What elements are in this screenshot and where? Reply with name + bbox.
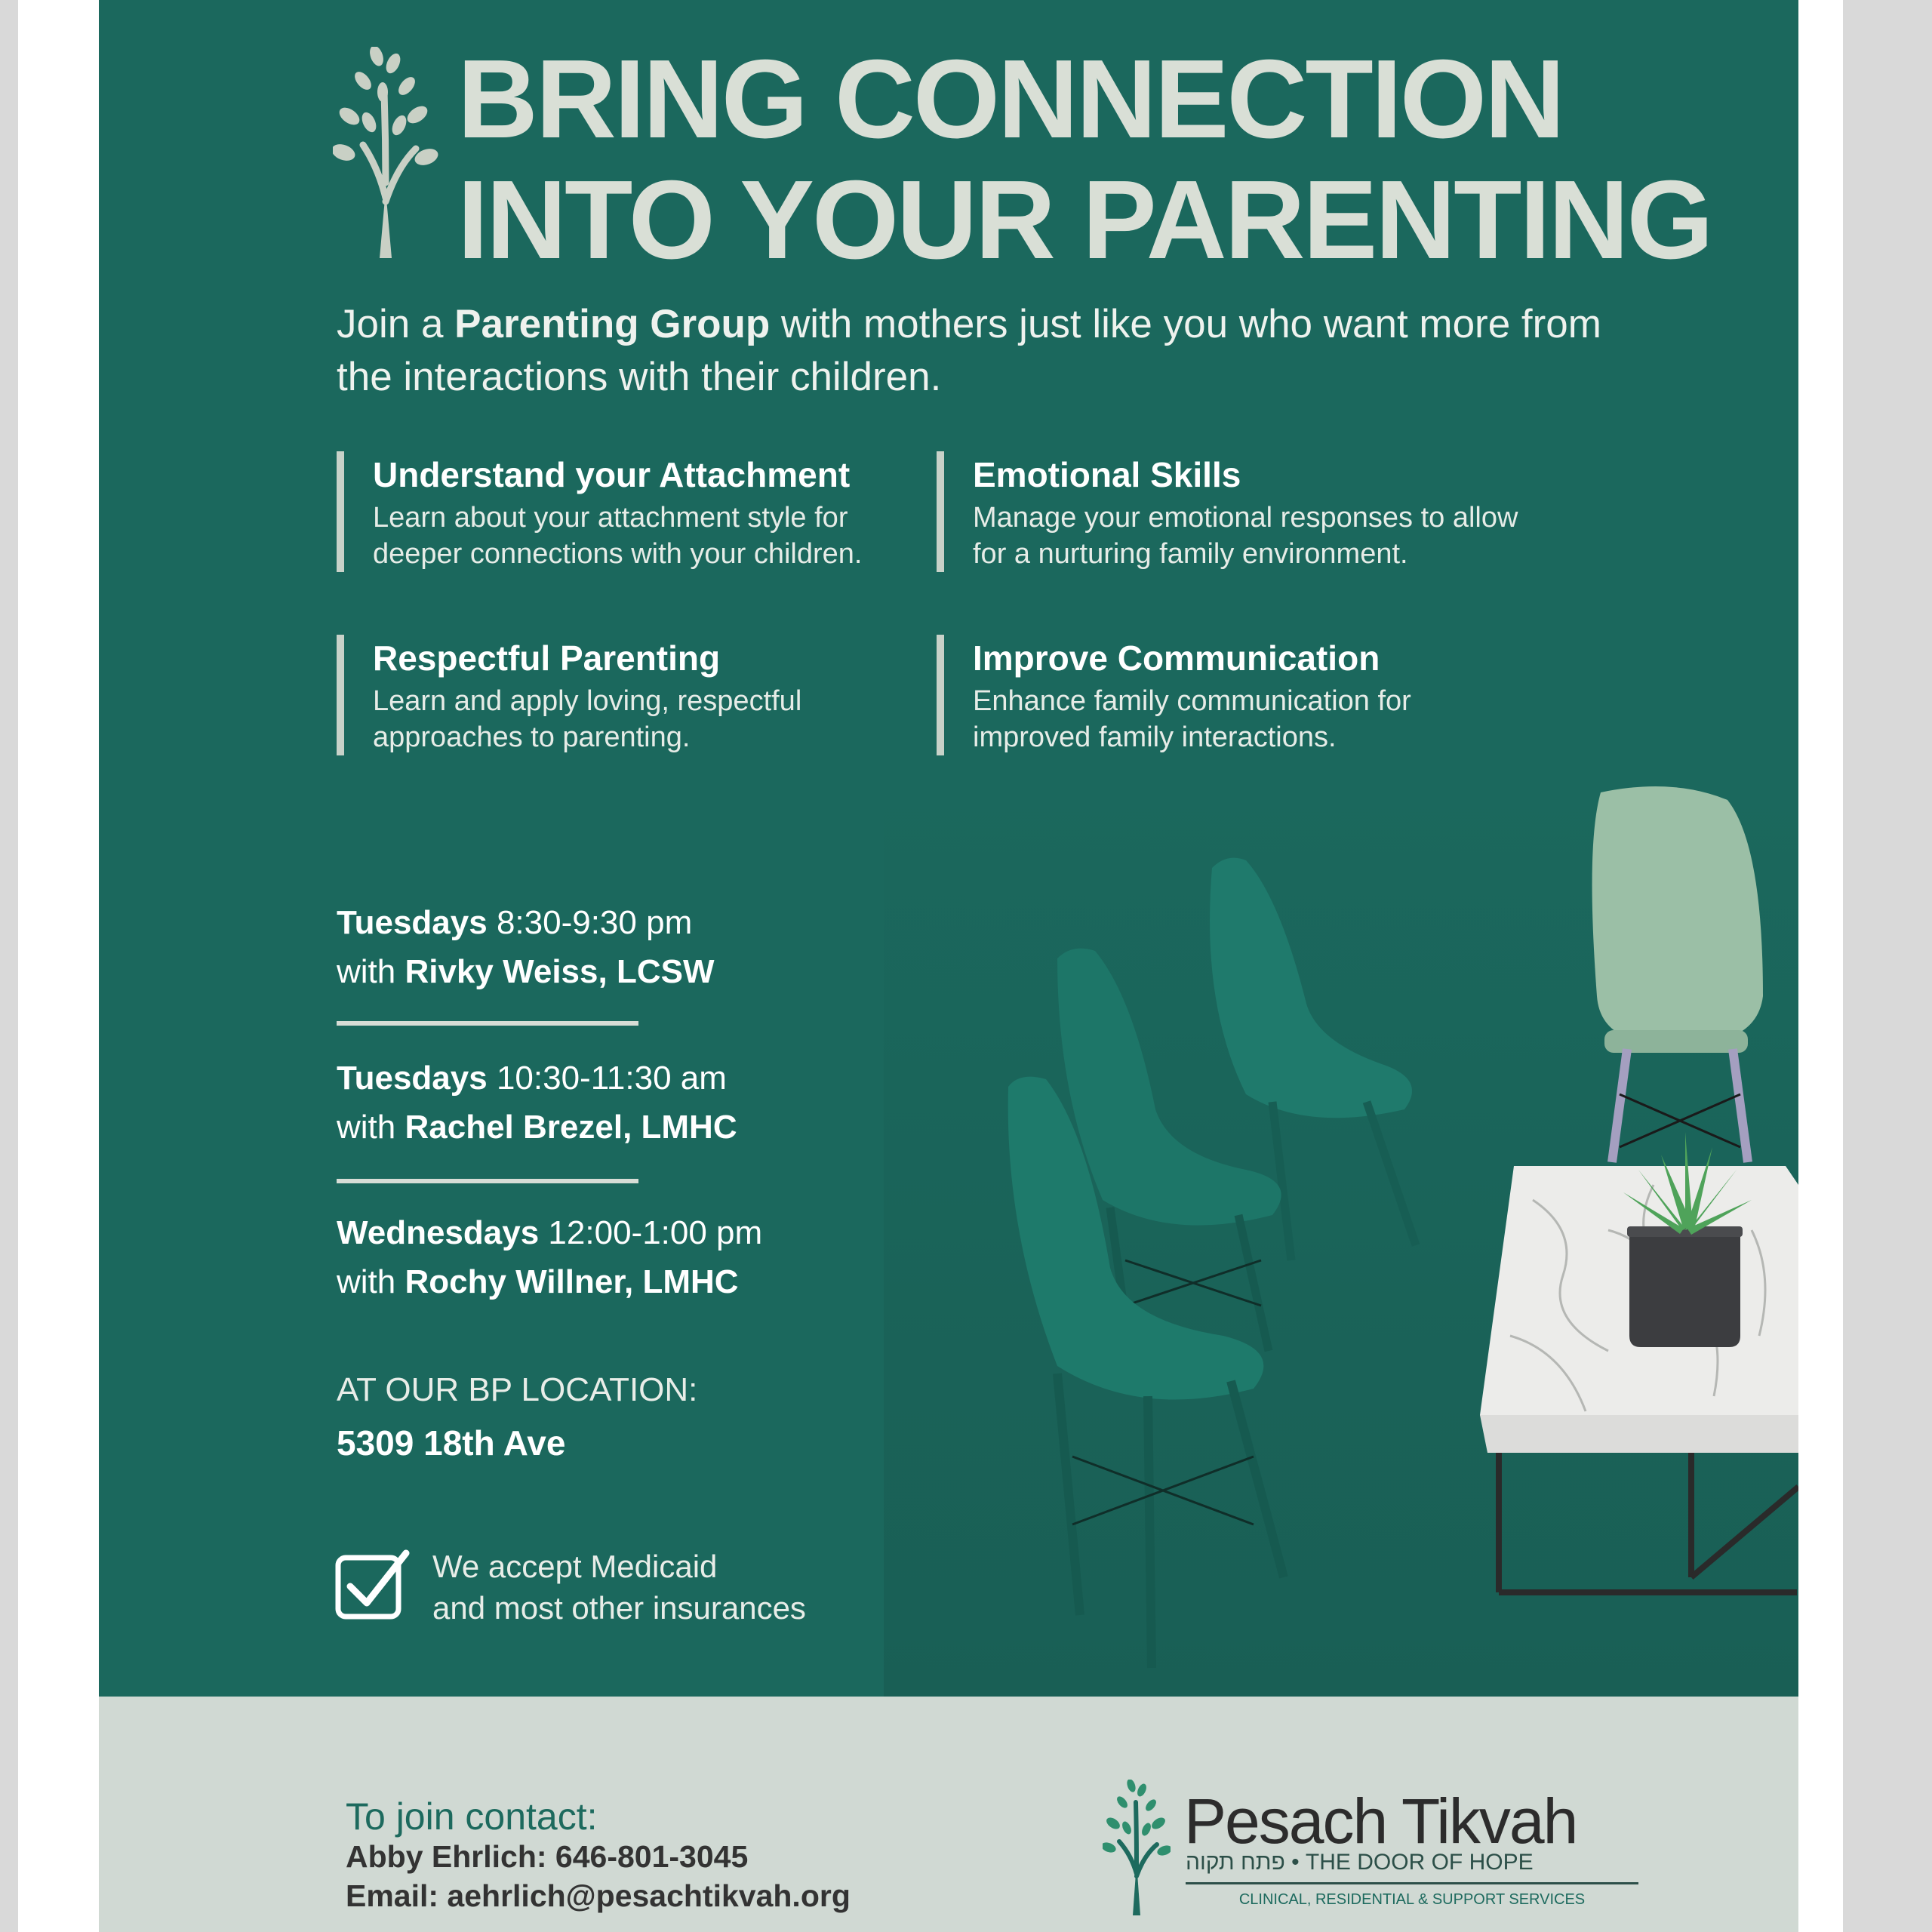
intro-bold: Parenting Group [454, 302, 771, 346]
join-label: To join contact: [346, 1795, 598, 1838]
contact-person: Abby Ehrlich: 646-801-3045 [346, 1839, 749, 1874]
feature-title: Understand your Attachment [373, 455, 851, 494]
schedule-item: Tuesdays 8:30-9:30 pm with Rivky Weiss, LCSW [337, 904, 715, 990]
feature-attachment [337, 451, 931, 572]
contact-email: Email: aehrlich@pesachtikvah.org [346, 1878, 851, 1913]
feature-desc: Manage your emotional responses to allow for a nurturing family environment. [973, 502, 1518, 570]
location-address: 5309 18th Ave [337, 1423, 566, 1463]
feature-desc: Learn and apply loving, respectful approaches to parenting. [373, 685, 802, 753]
schedule-item: Wednesdays 12:00-1:00 pm with Rochy Willner, LMHC [337, 1214, 763, 1300]
logo-rule [1186, 1882, 1638, 1884]
tree-icon [333, 47, 438, 258]
title-line-1: BRING CONNECTION [457, 37, 1563, 162]
divider [337, 1179, 638, 1183]
feature-title: Respectful Parenting [373, 638, 721, 678]
logo-services: CLINICAL, RESIDENTIAL & SUPPORT SERVICES [1238, 1891, 1586, 1908]
feature-communication [937, 635, 1531, 755]
location-label: AT OUR BP LOCATION: [337, 1371, 698, 1408]
feature-desc: Enhance family communication for improved family interactions. [973, 685, 1411, 753]
logo-tree-icon [1103, 1780, 1171, 1915]
title-line-2: INTO YOUR PARENTING [457, 158, 1712, 282]
flyer [99, 0, 1798, 1932]
logo-name: Pesach Tikvah [1184, 1786, 1577, 1857]
intro-text: Join a Parenting Group with mothers just like you who want more from the interactions with their children. [337, 302, 1601, 399]
logo-tagline: פתח תקוה • THE DOOR OF HOPE [1186, 1850, 1534, 1875]
feature-title: Emotional Skills [973, 455, 1241, 494]
divider [337, 1021, 638, 1026]
schedule-item: Tuesdays 10:30-11:30 am with Rachel Brezel, LMHC [337, 1060, 737, 1146]
feature-respectful-parenting [337, 635, 931, 755]
checkmark-icon [335, 1549, 411, 1621]
feature-title: Improve Communication [973, 638, 1380, 678]
feature-emotional-skills [937, 451, 1531, 572]
document-page [18, 0, 1843, 1932]
insurance-note: We accept Medicaid and most other insurances [432, 1549, 806, 1626]
chairs-table-illustration [884, 777, 1798, 1697]
feature-desc: Learn about your attachment style for deeper connections with your children. [373, 502, 863, 570]
